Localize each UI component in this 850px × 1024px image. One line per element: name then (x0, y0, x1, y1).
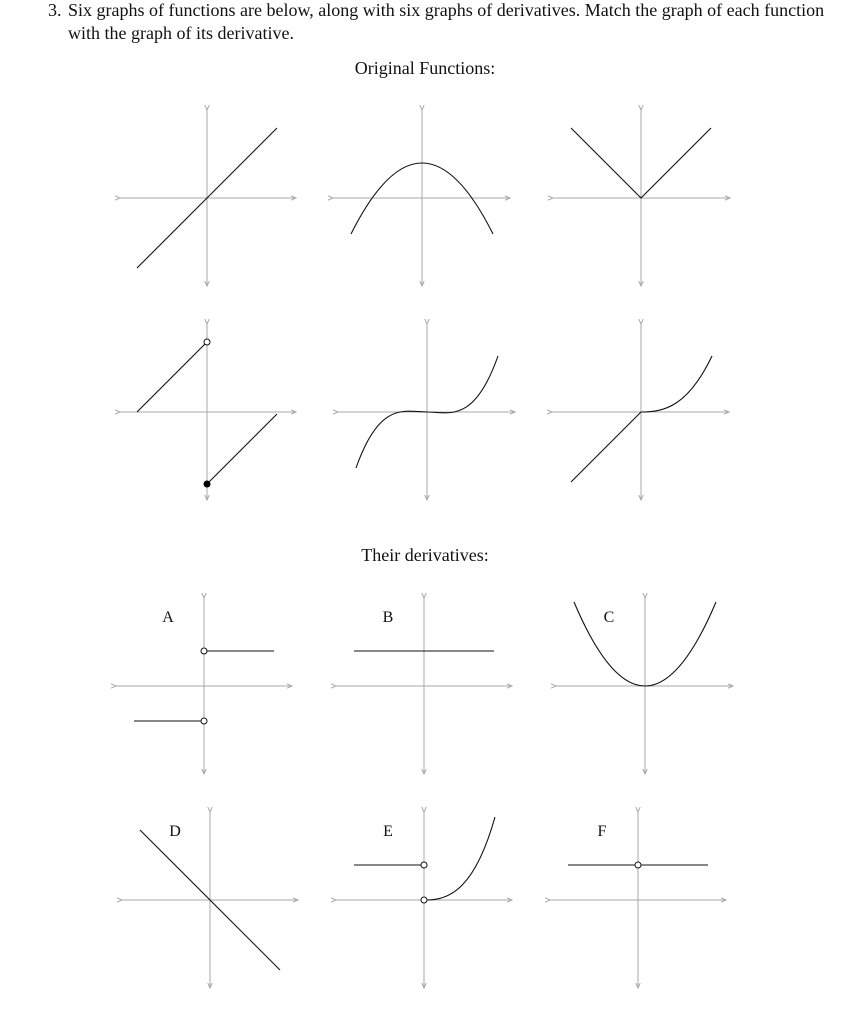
problem-number: 3. (48, 0, 62, 20)
closed-endpoint (204, 481, 210, 487)
graph-label-d: D (169, 823, 181, 840)
open-endpoint (204, 339, 210, 345)
original-graph-3 (553, 110, 730, 286)
original-functions-heading: Original Functions: (354, 58, 496, 78)
graph-label-e: E (383, 823, 393, 840)
graph-label-a: A (162, 609, 174, 626)
derivative-graph-b (336, 598, 512, 774)
graph-label-f: F (597, 823, 607, 840)
derivative-graph-f (550, 812, 726, 988)
derivative-graph-c (556, 598, 733, 774)
function-curve-left (571, 412, 641, 482)
open-endpoint (201, 718, 207, 724)
function-curve-left (137, 344, 205, 412)
derivative-graph-d (122, 812, 298, 988)
original-graph-2 (333, 110, 510, 286)
graph-label-c: C (603, 609, 615, 626)
original-graph-5 (338, 324, 515, 500)
problem-text: Six graphs of functions are below, along with six graphs of derivatives. Match the graph of each function with the graph of its derivative. (68, 0, 825, 43)
open-endpoint (201, 648, 207, 654)
graph-label-b: B (382, 609, 394, 626)
original-graph-4 (120, 324, 296, 500)
open-endpoint (421, 897, 427, 903)
open-endpoint (421, 862, 427, 868)
derivatives-heading: Their derivatives: (361, 545, 489, 565)
open-endpoint (635, 862, 641, 868)
original-graph-1 (120, 110, 296, 286)
derivative-graph-e (336, 812, 512, 988)
derivative-graph-a (116, 598, 292, 774)
function-curve-right (427, 817, 495, 900)
function-curve-right (641, 356, 712, 412)
original-graph-6 (552, 324, 729, 500)
function-curve-right (207, 414, 277, 484)
